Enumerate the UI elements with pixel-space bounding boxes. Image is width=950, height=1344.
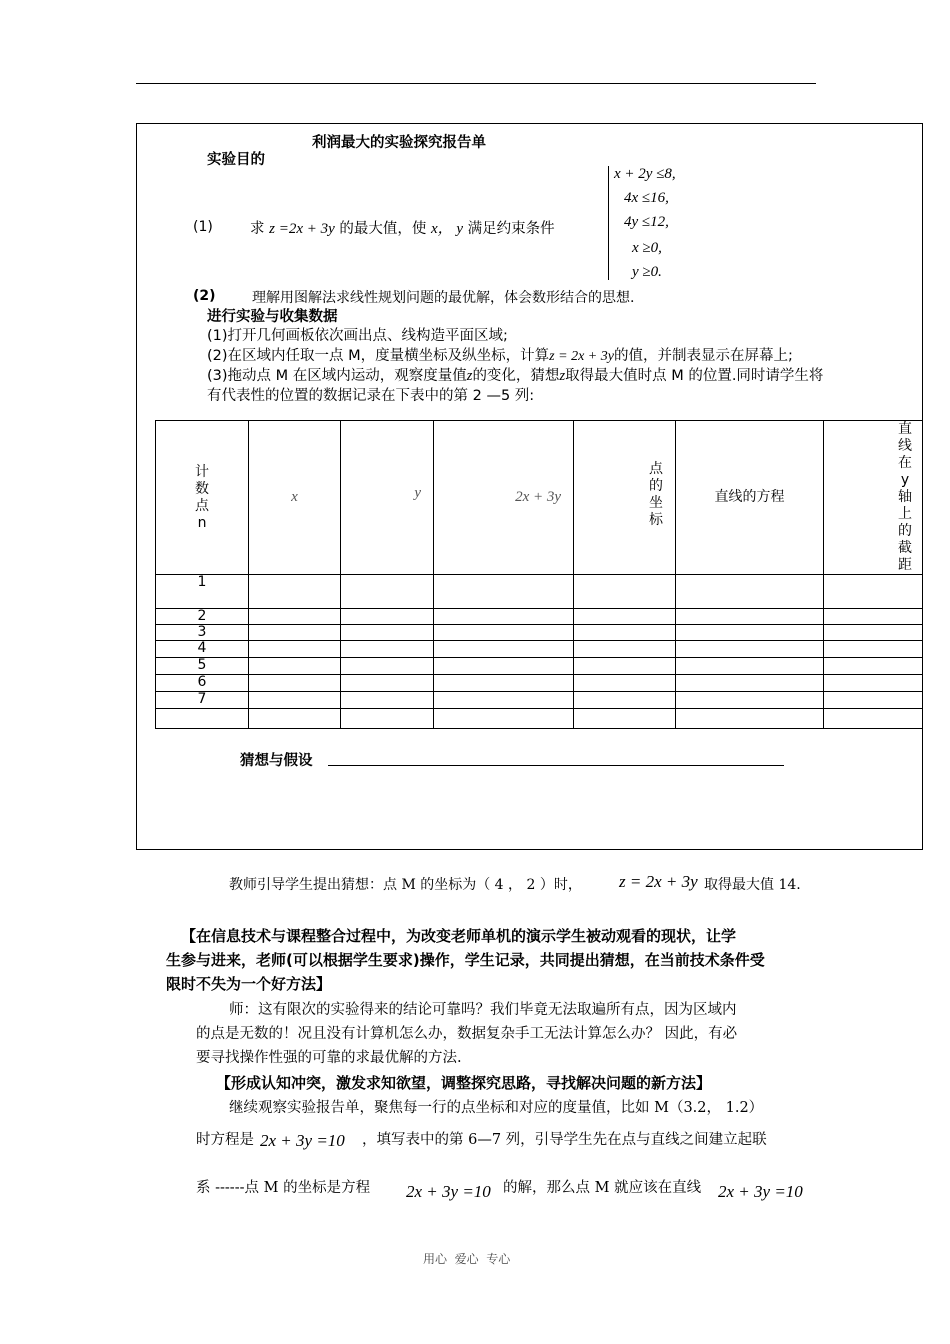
row-label-cell: 6 <box>156 675 249 692</box>
hypothesis-blank-line[interactable] <box>328 765 784 766</box>
bold-note-line2: 生参与进来，老师(可以根据学生要求)操作，学生记录，共同提出猜想，在当前技术条件受 <box>166 951 765 969</box>
bold-heading-2: 【形成认知冲突，激发求知欲望，调整探究思路，寻找解决问题的新方法】 <box>216 1074 712 1092</box>
header-rule <box>136 83 816 84</box>
teacher-question-line2: 的点是无数的！况且没有计算机怎么办，数据复杂手工无法计算怎么办？ 因此，有必 <box>196 1026 738 1042</box>
constraint-5: y ≥0. <box>632 264 662 280</box>
footer-motto: 用心 爱心 专心 <box>423 1252 511 1266</box>
header-y-intercept: 直线在y轴上的截距 <box>824 421 923 575</box>
header-count-point: 计数点n <box>156 421 249 575</box>
table-cell[interactable] <box>249 692 341 709</box>
step-1: (1)打开几何画板依次画出点、线构造平面区域; <box>207 328 508 344</box>
row-label-cell: 1 <box>156 575 249 609</box>
table-cell[interactable] <box>676 609 824 625</box>
data-record-table <box>155 420 923 729</box>
table-row <box>156 625 923 641</box>
table-cell[interactable] <box>676 658 824 675</box>
table-row <box>156 675 923 692</box>
continue-line2-start: 时方程是 <box>196 1132 254 1148</box>
constraint-brace <box>608 166 615 280</box>
table-cell[interactable] <box>341 575 434 609</box>
continue-line3-start: 系 ------点 M 的坐标是方程 <box>196 1180 371 1196</box>
table-cell[interactable] <box>434 692 574 709</box>
table-cell[interactable] <box>434 609 574 625</box>
table-cell[interactable] <box>249 709 341 729</box>
table-cell[interactable] <box>434 658 574 675</box>
constraint-1: x + 2y ≤8, <box>614 166 676 182</box>
table-cell[interactable] <box>434 625 574 641</box>
row-label-cell: 5 <box>156 658 249 675</box>
table-cell[interactable] <box>574 709 676 729</box>
table-cell[interactable] <box>574 625 676 641</box>
table-cell[interactable] <box>341 658 434 675</box>
bold-note-line1: 【在信息技术与课程整合过程中，为改变老师单机的演示学生被动观看的现状，让学 <box>181 927 737 945</box>
teacher-guide-expression: z = 2x + 3y <box>619 872 698 891</box>
table-cell[interactable] <box>341 625 434 641</box>
table-cell[interactable] <box>676 641 824 658</box>
continue-line1: 继续观察实验报告单，聚焦每一行的点坐标和对应的度量值，比如 M（3.2， 1.2） <box>229 1100 764 1116</box>
table-cell[interactable] <box>574 692 676 709</box>
objective-expression: z =2x + 3y <box>269 221 335 237</box>
report-title: 利润最大的实验探究报告单 <box>312 135 486 151</box>
table-cell[interactable] <box>676 625 824 641</box>
table-cell[interactable] <box>824 575 923 609</box>
step-2: (2)在区域内任取一点 M，度量横坐标及纵坐标，计算z = 2x + 3y的值，并制表显示在屏幕上; <box>207 348 793 364</box>
table-cell[interactable] <box>824 692 923 709</box>
row-label-cell: 2 <box>156 609 249 625</box>
table-cell[interactable] <box>341 675 434 692</box>
table-cell[interactable] <box>824 625 923 641</box>
table-cell[interactable] <box>341 641 434 658</box>
table-cell[interactable] <box>676 675 824 692</box>
row-label-cell <box>156 709 249 729</box>
table-cell[interactable] <box>249 641 341 658</box>
bold-note-line3: 限时不失为一个好方法】 <box>166 975 332 993</box>
constraint-3: 4y ≤12, <box>624 214 669 230</box>
teacher-guide: 教师引导学生提出猜想：点 M 的坐标为（ 4 ， 2 ）时， <box>229 877 582 893</box>
row-label-cell: 7 <box>156 692 249 709</box>
item1-number: (1) <box>193 219 213 235</box>
table-cell[interactable] <box>341 609 434 625</box>
teacher-question-line1: 师：这有限次的实验得来的结论可靠吗？我们毕竟无法取遍所有点，因为区域内 <box>229 1002 737 1018</box>
step-3: (3)拖动点 M 在区域内运动，观察度量值z的变化，猜想z取得最大值时点 M 的位置.同时请学生将 <box>207 368 824 384</box>
table-cell[interactable] <box>676 692 824 709</box>
table-cell[interactable] <box>824 709 923 729</box>
teacher-guide-end: 取得最大值 14. <box>704 877 801 893</box>
continue-line2-expression: 2x + 3y =10 <box>260 1131 345 1150</box>
table-row <box>156 692 923 709</box>
step-3-line2: 有代表性的位置的数据记录在下表中的第 2 —5 列: <box>207 388 535 404</box>
table-row <box>156 709 923 729</box>
table-cell[interactable] <box>434 575 574 609</box>
table-cell[interactable] <box>249 575 341 609</box>
collect-heading: 进行实验与收集数据 <box>207 309 338 325</box>
table-cell[interactable] <box>434 641 574 658</box>
item1-text: 求 z =2x + 3y 的最大值，使 x， y 满足约束条件 <box>250 221 555 237</box>
table-cell[interactable] <box>249 625 341 641</box>
table-cell[interactable] <box>824 675 923 692</box>
table-row <box>156 575 923 609</box>
continue-line3-expression2: 2x + 3y =10 <box>718 1182 803 1201</box>
row-label-cell: 4 <box>156 641 249 658</box>
continue-line3-end: 的解，那么点 M 就应该在直线 <box>503 1180 702 1196</box>
constraint-2: 4x ≤16, <box>624 190 669 206</box>
table-cell[interactable] <box>434 709 574 729</box>
table-cell[interactable] <box>574 675 676 692</box>
table-cell[interactable] <box>824 609 923 625</box>
table-cell[interactable] <box>676 709 824 729</box>
constraint-4: x ≥0, <box>632 240 662 256</box>
table-cell[interactable] <box>434 675 574 692</box>
teacher-question-line3: 要寻找操作性强的可靠的求最优解的方法. <box>196 1050 462 1066</box>
table-row <box>156 609 923 625</box>
table-cell[interactable] <box>574 641 676 658</box>
header-x: x <box>249 421 341 575</box>
table-cell[interactable] <box>341 692 434 709</box>
continue-line3-expression: 2x + 3y =10 <box>406 1182 491 1201</box>
table-header-row <box>156 421 923 575</box>
hypothesis-label: 猜想与假设 <box>240 753 313 769</box>
table-cell[interactable] <box>249 658 341 675</box>
table-row <box>156 641 923 658</box>
table-cell[interactable] <box>824 641 923 658</box>
table-cell[interactable] <box>824 658 923 675</box>
continue-line2-end: ，填写表中的第 6—7 列，引导学生先在点与直线之间建立起联 <box>362 1132 767 1148</box>
table-cell[interactable] <box>341 709 434 729</box>
header-objective: 2x + 3y <box>434 421 574 575</box>
header-point-coords: 点的坐标 <box>574 421 676 575</box>
item2-number: (2) <box>193 288 216 304</box>
purpose-heading: 实验目的 <box>207 152 265 168</box>
table-cell[interactable] <box>249 675 341 692</box>
table-cell[interactable] <box>249 609 341 625</box>
table-cell[interactable] <box>676 575 824 609</box>
table-cell[interactable] <box>574 609 676 625</box>
table-cell[interactable] <box>574 658 676 675</box>
header-y: y <box>341 421 434 575</box>
table-cell[interactable] <box>574 575 676 609</box>
row-label-cell: 3 <box>156 625 249 641</box>
item2-text: 理解用图解法求线性规划问题的最优解，体会数形结合的思想. <box>252 290 635 306</box>
table-row <box>156 658 923 675</box>
header-line-equation: 直线的方程 <box>676 421 824 575</box>
